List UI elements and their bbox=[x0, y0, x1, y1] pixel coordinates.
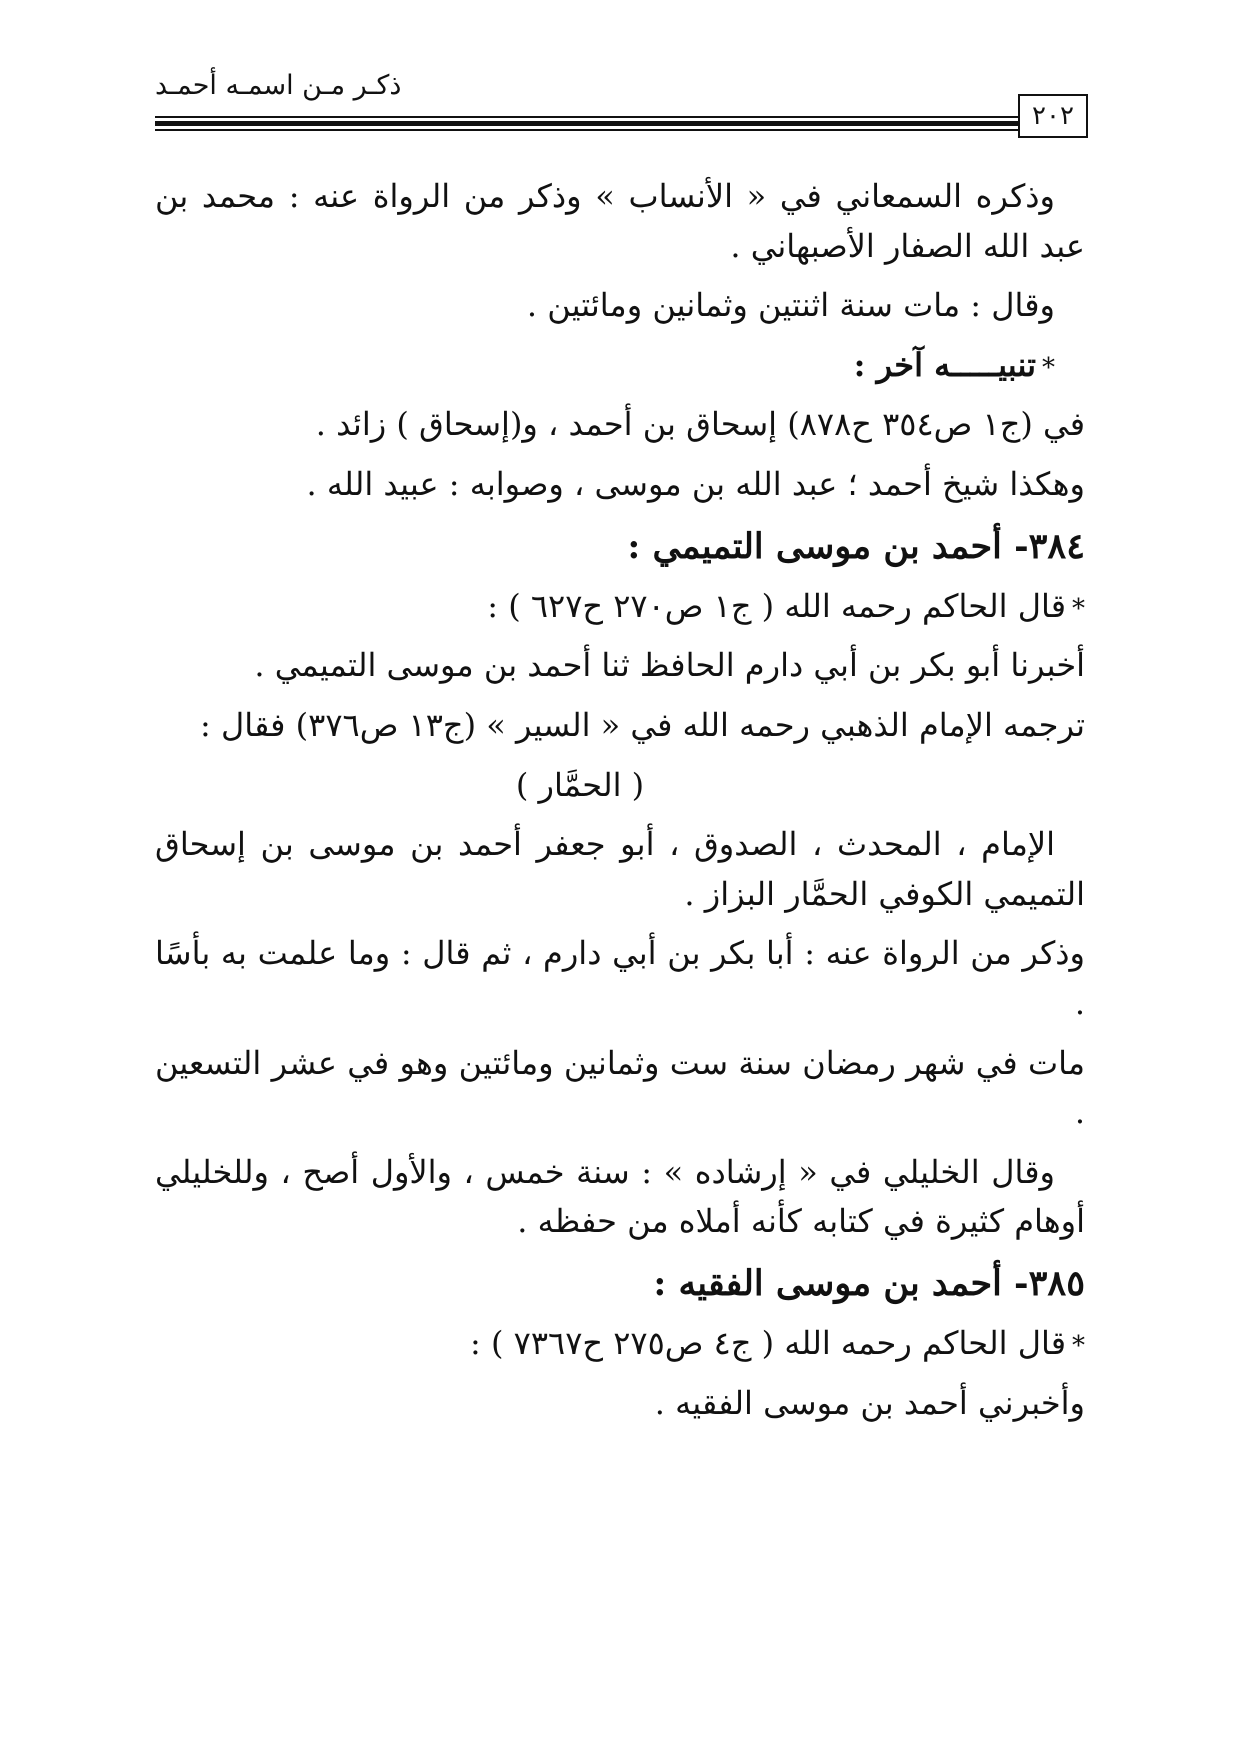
note-heading: تنبيـــــه آخر : bbox=[853, 345, 1036, 384]
paragraph: ترجمه الإمام الذهبي رحمه الله في « السير » (ج١٣ ص٣٧٦) فقال : bbox=[200, 706, 1085, 744]
paragraph: أخبرنا أبو بكر بن أبي دارم الحافظ ثنا أحمد بن موسى التميمي . bbox=[254, 646, 1085, 685]
paragraph: وذكره السمعاني في « الأنساب » وذكر من الرواة عنه : محمد بن عبد الله الصفار الأصبهاني . bbox=[155, 177, 1085, 265]
page-number: ٢٠٢ bbox=[1018, 94, 1088, 138]
header-rule-thick bbox=[155, 121, 1035, 126]
header-rule bbox=[155, 129, 1035, 131]
note-heading-line bbox=[155, 341, 1085, 391]
running-title: ذكـر مـن اسمـه أحمـد bbox=[155, 70, 402, 101]
centered-title: ( الحمَّار ) bbox=[515, 765, 645, 804]
paragraph: وهكذا شيخ أحمد ؛ عبد الله بن موسى ، وصوابه : عبيد الله . bbox=[306, 464, 1085, 503]
asterisk-marker: * bbox=[1042, 352, 1055, 383]
paragraph: وذكر من الرواة عنه : أبا بكر بن أبي دارم ، ثم قال : وما علمت به بأسًا . bbox=[155, 934, 1085, 1022]
header-rule bbox=[155, 116, 1035, 118]
page-body bbox=[155, 172, 1085, 1438]
asterisk-marker: * bbox=[1072, 593, 1085, 624]
citation-line bbox=[155, 1319, 1085, 1369]
paragraph: وقال الخليلي في « إرشاده » : سنة خمس ، والأول أصح ، وللخليلي أوهام كثيرة في كتابه كأنه أملاه من حفظه . bbox=[155, 1152, 1085, 1241]
citation-line bbox=[155, 582, 1085, 632]
entry-heading-384: ٣٨٤- أحمد بن موسى التميمي : bbox=[627, 525, 1085, 567]
asterisk-marker: * bbox=[1072, 1331, 1085, 1362]
paragraph: الإمام ، المحدث ، الصدوق ، أبو جعفر أحمد بن موسى بن إسحاق التميمي الكوفي الحمَّار البزاز . bbox=[155, 825, 1085, 913]
paragraph: وأخبرني أحمد بن موسى الفقيه . bbox=[654, 1383, 1085, 1422]
citation-text: قال الحاكم رحمه الله ( ج٤ ص٢٧٥ ح٧٣٦٧ ) : bbox=[470, 1324, 1066, 1363]
paragraph: في (ج١ ص٣٥٤ ح٨٧٨) إسحاق بن أحمد ، و(إسحاق ) زائد . bbox=[315, 405, 1085, 444]
citation-text: قال الحاكم رحمه الله ( ج١ ص٢٧٠ ح٦٢٧ ) : bbox=[487, 586, 1066, 625]
paragraph: مات في شهر رمضان سنة ست وثمانين ومائتين وهو في عشر التسعين . bbox=[155, 1043, 1085, 1132]
entry-heading-385: ٣٨٥- أحمد بن موسى الفقيه : bbox=[653, 1262, 1085, 1304]
paragraph: وقال : مات سنة اثنتين وثمانين ومائتين . bbox=[526, 286, 1055, 325]
